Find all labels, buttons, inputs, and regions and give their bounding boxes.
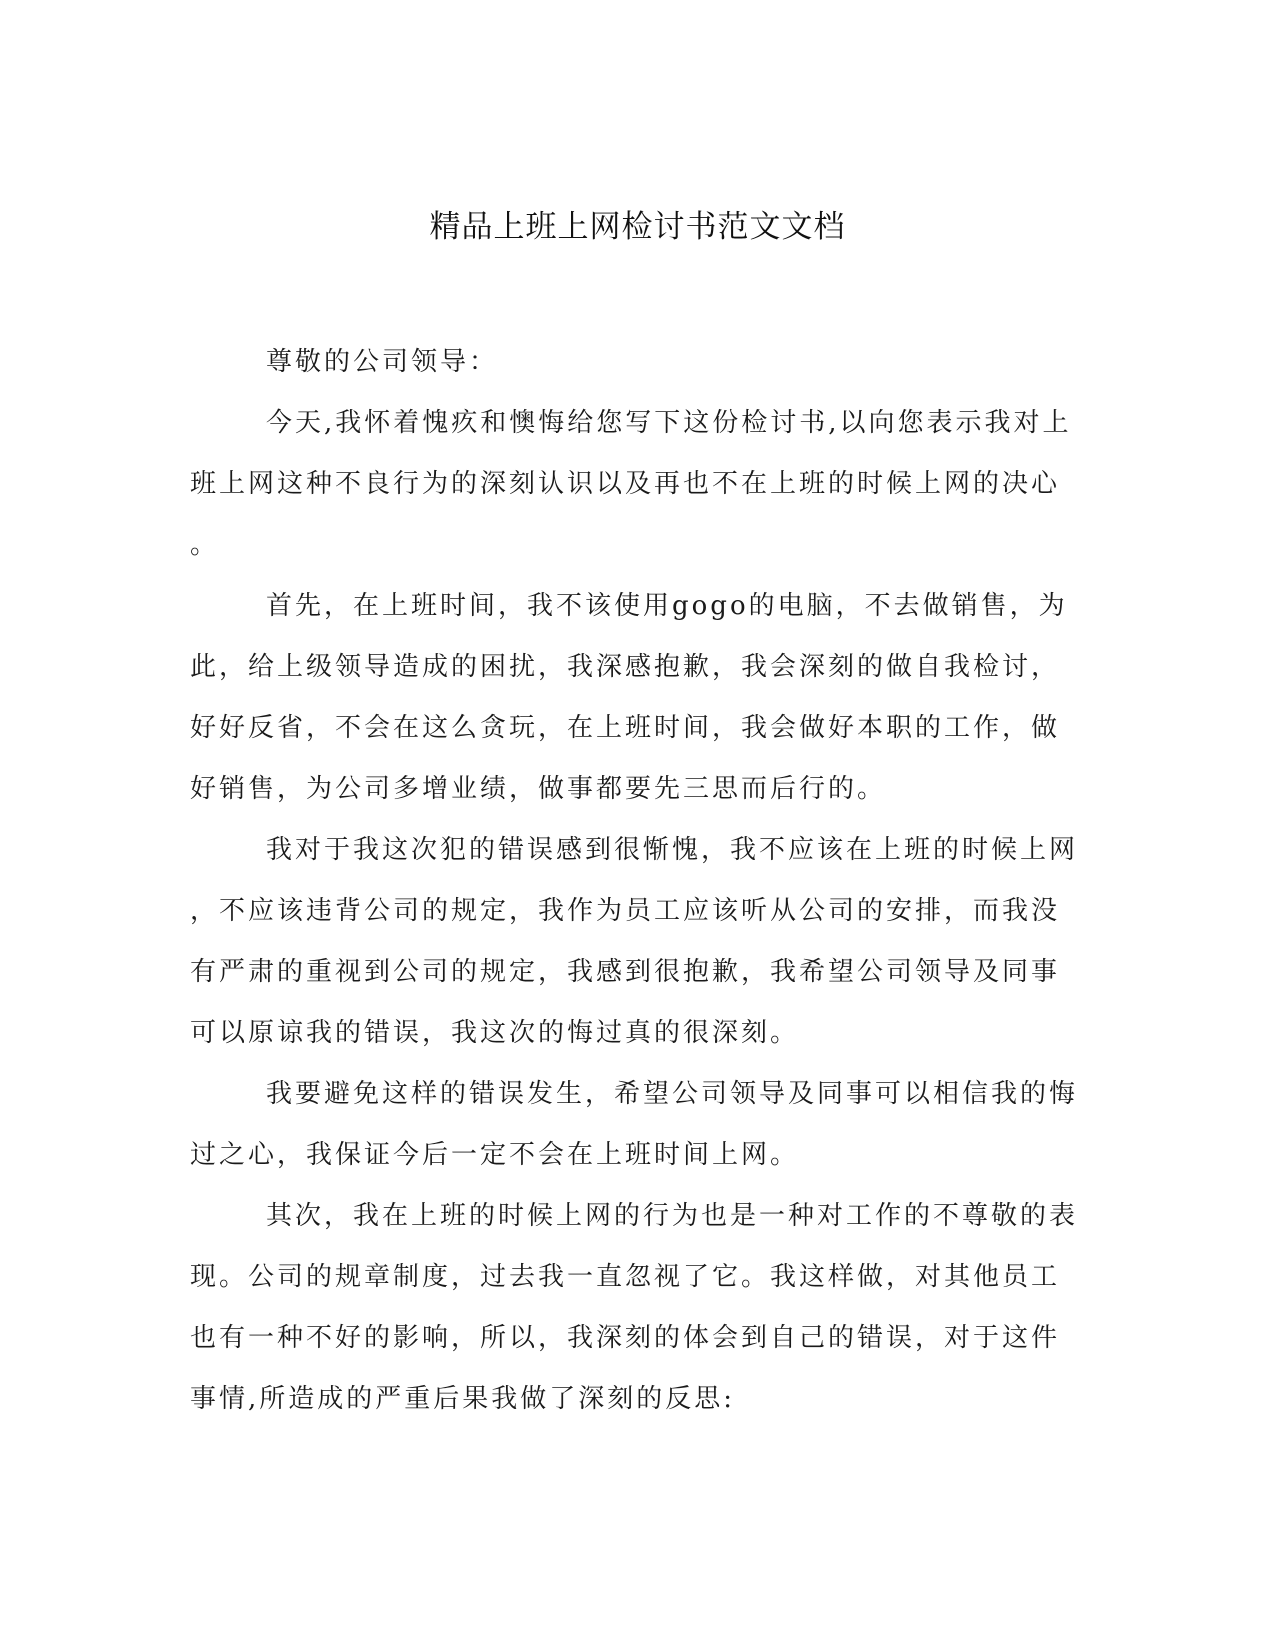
paragraph-4	[190, 1064, 1090, 1186]
paragraph-line: 班上网这种不良行为的深刻认识以及再也不在上班的时候上网的决心	[190, 469, 1061, 499]
paragraph-line: 。	[190, 530, 220, 560]
document-title: 精品上班上网检讨书范文文档	[429, 209, 846, 245]
paragraph-3	[190, 820, 1090, 1064]
paragraph-line: 我对于我这次犯的错误感到很惭愧，我不应该在上班的时候上网	[266, 835, 1079, 865]
paragraph-2	[190, 576, 1090, 820]
paragraph-line: 今天,我怀着愧疚和懊悔给您写下这份检讨书,以向您表示我对上	[266, 408, 1072, 438]
salutation	[190, 332, 1090, 393]
paragraph-1	[190, 393, 1090, 576]
paragraph-line: 好销售，为公司多增业绩，做事都要先三思而后行的。	[190, 774, 887, 804]
paragraph-line: 过之心，我保证今后一定不会在上班时间上网。	[190, 1140, 800, 1170]
paragraph-line: 好好反省，不会在这么贪玩，在上班时间，我会做好本职的工作，做	[190, 713, 1061, 743]
paragraph-line: 首先，在上班时间，我不该使用gogo的电脑，不去做销售，为	[266, 591, 1068, 621]
paragraph-line: 其次，我在上班的时候上网的行为也是一种对工作的不尊敬的表	[266, 1201, 1079, 1231]
paragraph-line: 可以原谅我的错误，我这次的悔过真的很深刻。	[190, 1018, 800, 1048]
paragraph-line: 此，给上级领导造成的困扰，我深感抱歉，我会深刻的做自我检讨，	[190, 652, 1061, 682]
paragraph-line: ，不应该违背公司的规定，我作为员工应该听从公司的安排，而我没	[190, 896, 1061, 926]
paragraph-line: 我要避免这样的错误发生，希望公司领导及同事可以相信我的悔	[266, 1079, 1079, 1109]
paragraph-5	[190, 1186, 1090, 1430]
paragraph-line: 有严肃的重视到公司的规定，我感到很抱歉，我希望公司领导及同事	[190, 957, 1061, 987]
paragraph-line: 现。公司的规章制度，过去我一直忽视了它。我这样做，对其他员工	[190, 1262, 1061, 1292]
salutation-line: 尊敬的公司领导：	[266, 347, 499, 377]
paragraph-line: 事情,所造成的严重后果我做了深刻的反思:	[190, 1384, 736, 1414]
paragraph-line: 也有一种不好的影响，所以，我深刻的体会到自己的错误，对于这件	[190, 1323, 1061, 1353]
document-body	[190, 332, 1090, 1430]
